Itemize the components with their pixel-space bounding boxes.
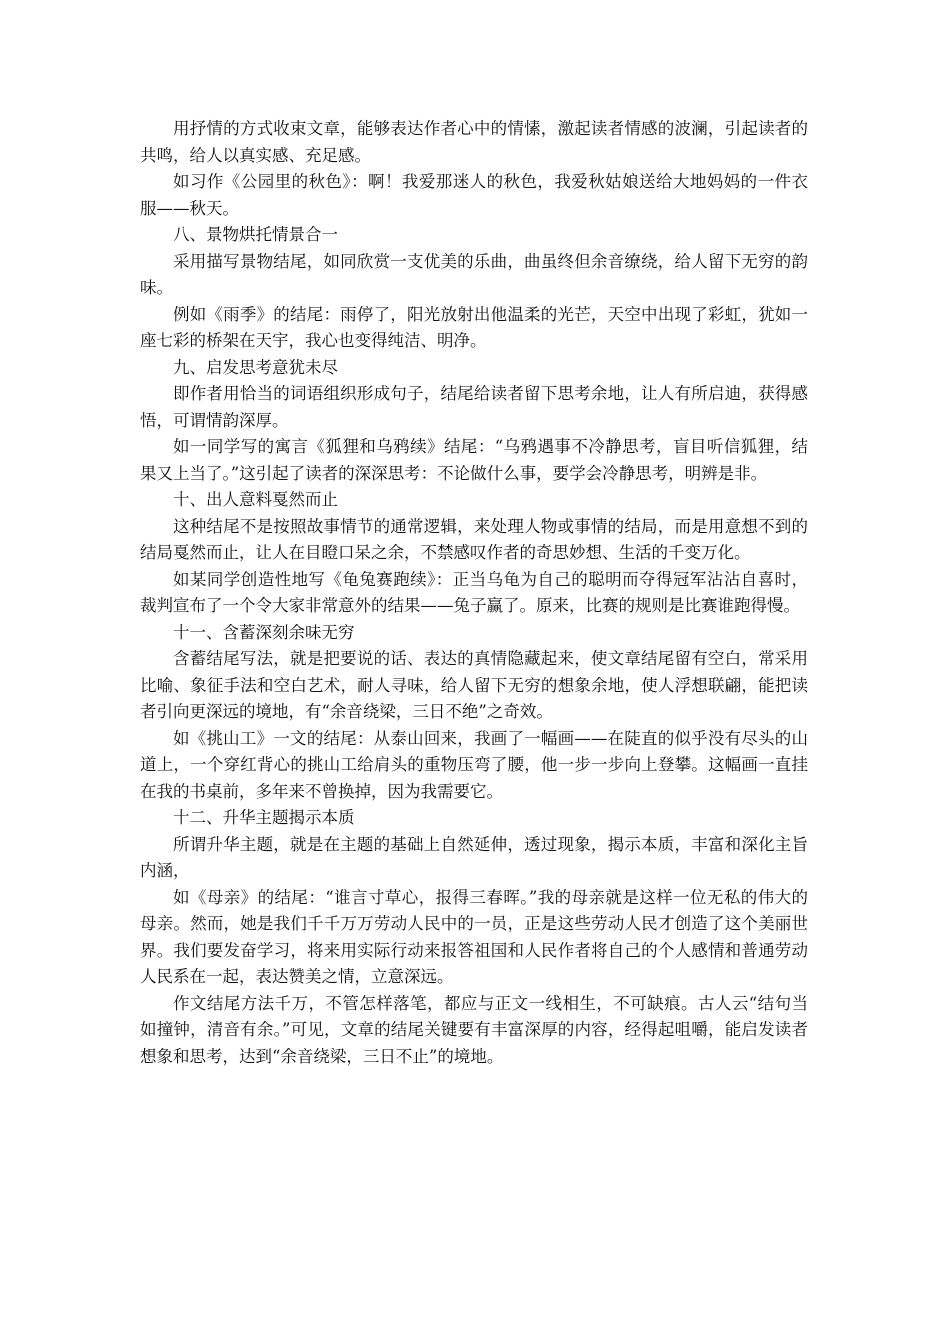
paragraph-scenery-ending: 采用描写景物结尾，如同欣赏一支优美的乐曲，曲虽终但余音缭绕，给人留下无穷的韵味。: [140, 251, 808, 297]
paragraph-thought-ending: 即作者用恰当的词语组织形成句子，结尾给读者留下思考余地，让人有所启迪，获得感悟，可谓情韵深厚。: [140, 384, 808, 430]
document-page: [140, 116, 808, 1070]
section-heading-12: 十二、升华主题揭示本质: [173, 808, 355, 827]
paragraph-implicit-ending: 含蓄结尾写法，就是把要说的话、表达的真情隐藏起来，使文章结尾留有空白，常采用比喻、象征手法和空白艺术，耐人寻味，给人留下无穷的想象余地，使人浮想联翩，能把读者引向更深远的境地，有“余音绕梁，三日不绝”之奇效。: [140, 649, 808, 721]
paragraph-autumn-example: 如习作《公园里的秋色》：啊！我爱那迷人的秋色，我爱秋姑娘送给大地妈妈的一件衣服——秋天。: [140, 172, 808, 218]
paragraph-conclusion: 作文结尾方法千万，不管怎样落笔，都应与正文一线相生，不可缺痕。古人云“结句当如撞钟，清音有余。”可见，文章的结尾关键要有丰富深厚的内容，经得起咀嚼，能启发读者想象和思考，达到“余音绕梁，三日不止”的境地。: [140, 993, 808, 1066]
section-heading-10: 十、出人意料戛然而止: [173, 490, 338, 509]
section-heading-11: 十一、含蓄深刻余味无穷: [173, 622, 355, 642]
section-heading-8: 八、景物烘托情景合一: [173, 225, 338, 244]
section-heading-9: 九、启发思考意犹未尽: [173, 357, 338, 377]
paragraph-tortoise-hare-example: 如某同学创造性地写《龟兔赛跑续》：正当乌龟为自己的聪明而夺得冠军沾沾自喜时，裁判宣布了一个令大家非常意外的结果——兔子赢了。原来，比赛的规则是比赛谁跑得慢。: [140, 569, 808, 615]
paragraph-porter-example: 如《挑山工》一文的结尾：从泰山回来，我画了一幅画——在陡直的似乎没有尽头的山道上，一个穿红背心的挑山工给肩头的重物压弯了腰，他一步一步向上登攀。这幅画一直挂在我的书桌前，多年来不曾换掉，因为我需要它。: [140, 728, 808, 801]
paragraph-rain-season-example: 例如《雨季》的结尾：雨停了，阳光放射出他温柔的光芒，天空中出现了彩虹，犹如一座七彩的桥架在天宇，我心也变得纯洁、明净。: [140, 304, 808, 350]
paragraph-lyrical-ending: 用抒情的方式收束文章，能够表达作者心中的情愫，激起读者情感的波澜，引起读者的共鸣，给人以真实感、充足感。: [140, 119, 808, 165]
paragraph-surprise-ending: 这种结尾不是按照故事情节的通常逻辑，来处理人物或事情的结局，而是用意想不到的结局戛然而止，让人在目瞪口呆之余，不禁感叹作者的奇思妙想、生活的千变万化。: [140, 516, 808, 562]
paragraph-theme-ending: 所谓升华主题，就是在主题的基础上自然延伸，透过现象，揭示本质，丰富和深化主旨内涵，: [140, 834, 808, 880]
paragraph-mother-example: 如《母亲》的结尾：“谁言寸草心，报得三春晖。”我的母亲就是这样一位无私的伟大的母亲。然而，她是我们千千万万劳动人民中的一员，正是这些劳动人民才创造了这个美丽世界。我们要发奋学习，将来用实际行动来报答祖国和人民作者将自己的个人感情和普通劳动人民系在一起，表达赞美之情，立意深远。: [140, 887, 808, 986]
paragraph-fox-crow-example: 如一同学写的寓言《狐狸和乌鸦续》结尾：“乌鸦遇事不冷静思考，盲目听信狐狸，结果又上当了。”这引起了读者的深深思考：不论做什么事，要学会冷静思考，明辨是非。: [140, 437, 808, 483]
